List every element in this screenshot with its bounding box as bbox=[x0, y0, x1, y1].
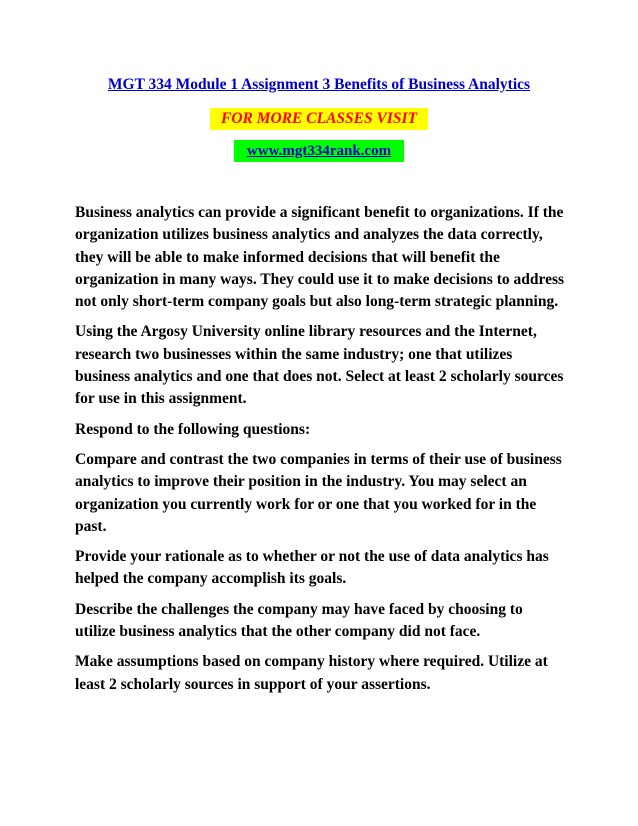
document-title: MGT 334 Module 1 Assignment 3 Benefits of Business Analytics bbox=[107, 76, 531, 93]
website-link[interactable]: www.mgt334rank.com bbox=[234, 140, 404, 162]
question-rationale-paragraph: Provide your rationale as to whether or not the use of data analytics has helped the company accomplish its goals. bbox=[75, 548, 549, 588]
question-challenges-paragraph: Describe the challenges the company may have faced by choosing to utilize business analytics that the other company did not face. bbox=[75, 600, 523, 641]
assumptions-paragraph: Make assumptions based on company history where required. Utilize at least 2 scholarly sources in support of your assertions. bbox=[75, 653, 548, 693]
promo-banner: FOR MORE CLASSES VISIT bbox=[210, 108, 428, 130]
intro-paragraph: Business analytics can provide a significant benefit to organizations. If the organization utilizes business analytics and analyzes the data correctly, they will be able to make informed decisions that will benefit the organization in many ways. They could use it to make decisions to address not only short-term company goals but also long-term strategic planning. bbox=[75, 204, 565, 311]
questions-heading: Respond to the following questions: bbox=[75, 420, 311, 438]
research-instructions-paragraph: Using the Argosy University online library resources and the Internet, research two businesses within the same industry; one that utilizes business analytics and one that does not. Select at least 2 scholarly sources for use in this assignment. bbox=[75, 323, 564, 408]
document-body bbox=[75, 202, 565, 704]
question-compare-paragraph: Compare and contrast the two companies in terms of their use of business analytics to improve their position in the industry. You may select an organization you currently work for or one that you worked for in the past. bbox=[75, 450, 562, 535]
